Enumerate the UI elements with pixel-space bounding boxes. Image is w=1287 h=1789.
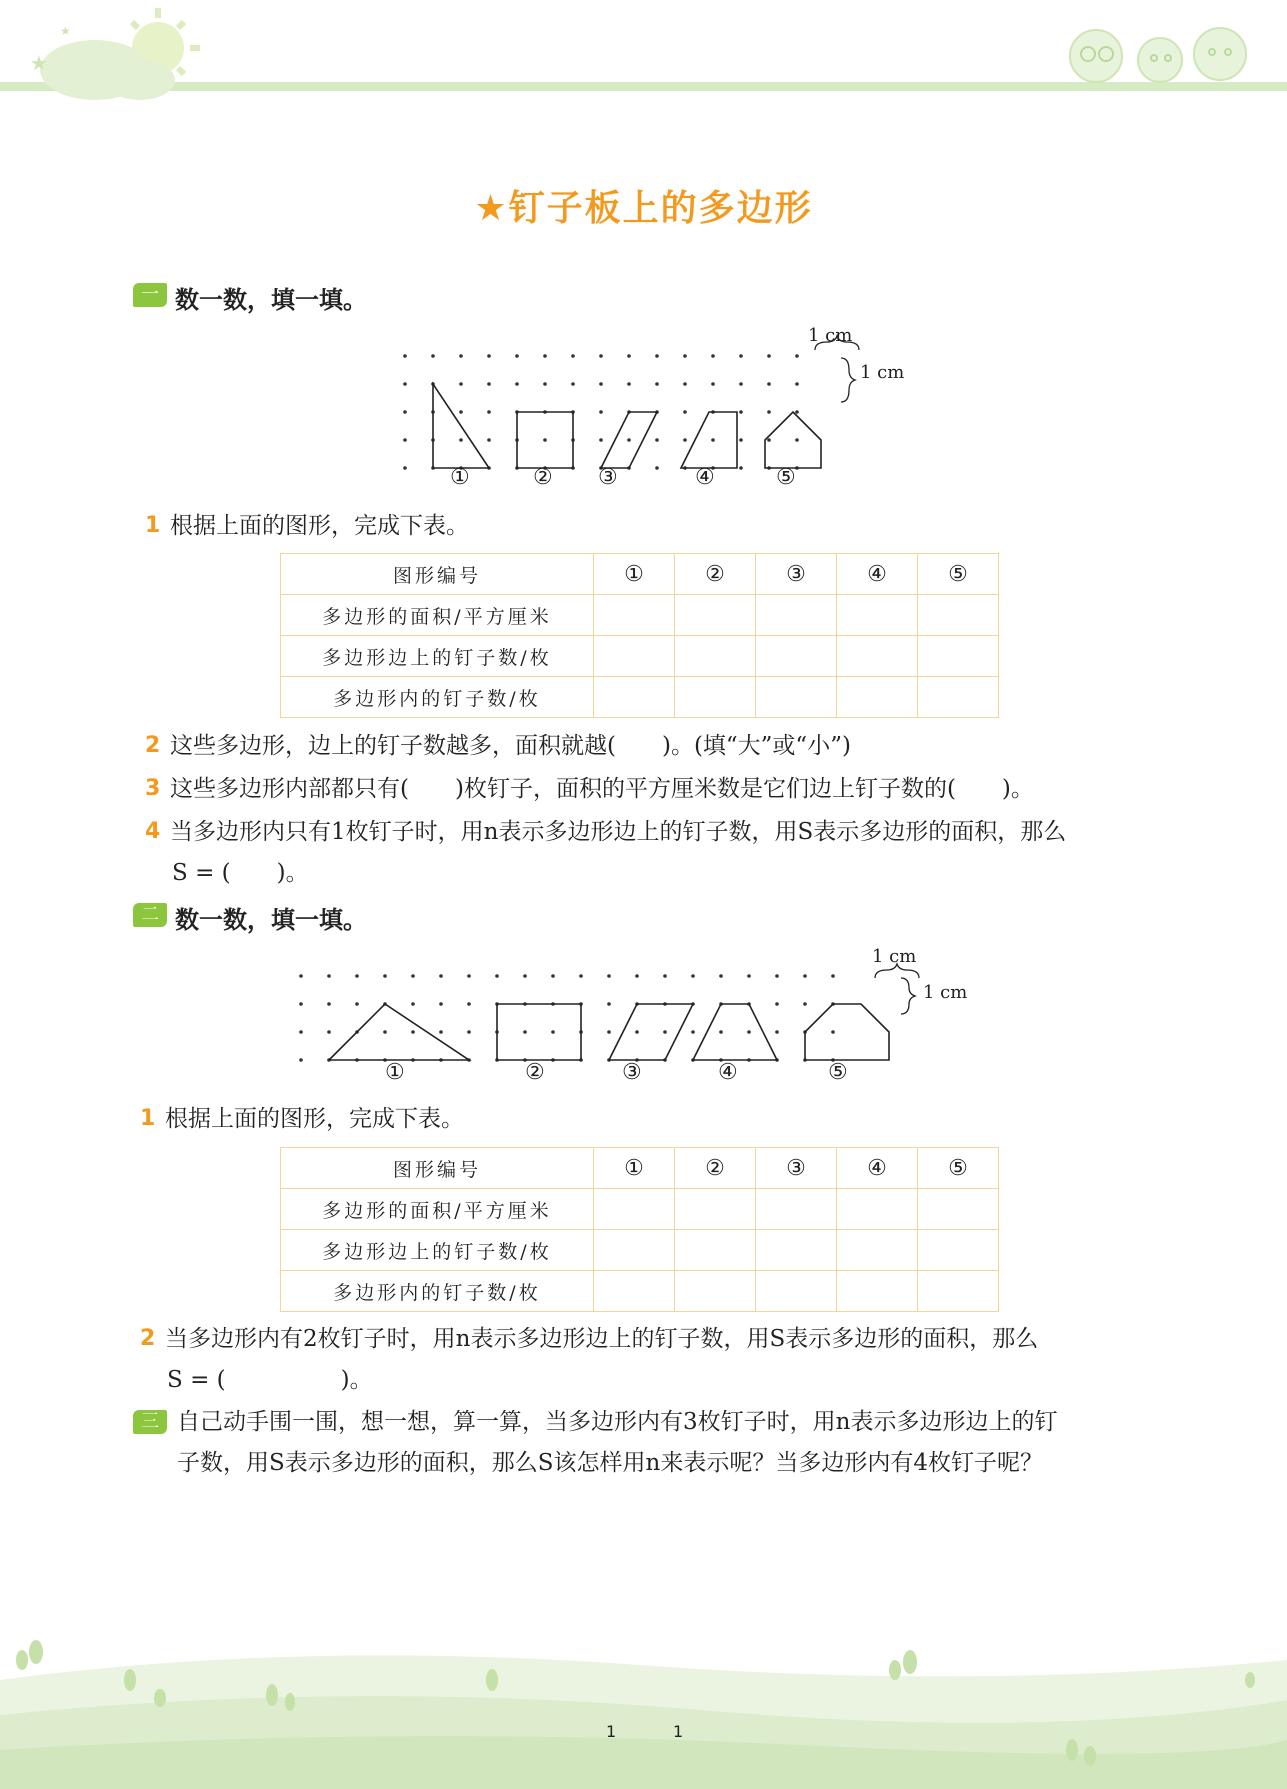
table-header-cell: ④	[837, 554, 918, 595]
table-header-cell: ①	[594, 1148, 675, 1189]
s2-label-3: ③	[622, 1060, 642, 1085]
answer-cell[interactable]	[837, 636, 918, 677]
peg-dot	[299, 1002, 303, 1006]
peg-dot	[795, 410, 799, 414]
s2-shape-3	[609, 1004, 693, 1060]
answer-cell[interactable]	[918, 1189, 999, 1230]
page-number-right: 1	[673, 1722, 684, 1741]
peg-dot	[599, 382, 603, 386]
s2-shape-2	[497, 1004, 581, 1060]
peg-dot	[607, 974, 611, 978]
peg-dot	[403, 438, 407, 442]
s2-shape-5	[805, 1004, 889, 1060]
answer-cell[interactable]	[918, 595, 999, 636]
s1-q1-number: 1	[145, 513, 161, 538]
peg-dot	[299, 1030, 303, 1034]
section2-heading: 数一数，填一填。	[175, 906, 367, 934]
peg-dot	[515, 382, 519, 386]
s2-label-5: ⑤	[828, 1060, 848, 1085]
answer-cell[interactable]	[756, 1189, 837, 1230]
peg-dot	[775, 1002, 779, 1006]
peg-dot	[571, 354, 575, 358]
answer-cell[interactable]	[675, 595, 756, 636]
peg-dot	[439, 974, 443, 978]
s2-q2-number: 2	[140, 1326, 156, 1351]
peg-dot	[439, 1030, 443, 1034]
s1-shape-4	[681, 412, 737, 468]
s2-shape-4	[693, 1004, 777, 1060]
answer-cell[interactable]	[675, 677, 756, 718]
answer-cell[interactable]	[918, 677, 999, 718]
answer-cell[interactable]	[756, 1271, 837, 1312]
table-row	[281, 636, 999, 677]
s1-q4-text-cont: S = ( )。	[172, 860, 309, 886]
answer-cell[interactable]	[837, 1189, 918, 1230]
answer-cell[interactable]	[837, 595, 918, 636]
peg-dot	[655, 438, 659, 442]
peg-dot	[775, 1030, 779, 1034]
peg-dot	[795, 382, 799, 386]
peg-dot	[607, 1030, 611, 1034]
answer-cell[interactable]	[756, 677, 837, 718]
s1-label-1: ①	[450, 465, 470, 490]
section1-pegboard-figure	[395, 320, 925, 500]
peg-dot	[439, 1002, 443, 1006]
s1-label-2: ②	[533, 465, 553, 490]
peg-dot	[403, 354, 407, 358]
table-header-cell: ⑤	[918, 1148, 999, 1189]
answer-cell[interactable]	[594, 1230, 675, 1271]
answer-cell[interactable]	[594, 677, 675, 718]
peg-dot	[739, 466, 743, 470]
s2-table	[280, 1147, 999, 1312]
peg-dot	[655, 466, 659, 470]
peg-dot	[459, 354, 463, 358]
peg-dot	[599, 438, 603, 442]
answer-cell[interactable]	[675, 636, 756, 677]
peg-dot	[683, 410, 687, 414]
svg-text:★: ★	[60, 24, 71, 38]
table-row	[281, 595, 999, 636]
s2-label-2: ②	[525, 1060, 545, 1085]
answer-cell[interactable]	[594, 1189, 675, 1230]
peg-dot	[431, 354, 435, 358]
section2-icon: 二	[133, 903, 167, 927]
s2-q2-text: 当多边形内有2枚钉子时，用n表示多边形边上的钉子数，用S表示多边形的面积，那么	[165, 1326, 1039, 1352]
hills-decoration	[0, 1620, 1287, 1789]
peg-dot	[655, 382, 659, 386]
section1-heading: 数一数，填一填。	[175, 286, 367, 314]
table-header-cell: ②	[675, 554, 756, 595]
peg-dot	[683, 438, 687, 442]
peg-dot	[327, 1002, 331, 1006]
peg-dot	[711, 354, 715, 358]
s1-label-4: ④	[695, 465, 715, 490]
table-header-cell: ③	[756, 1148, 837, 1189]
table-row	[281, 1189, 999, 1230]
peg-dot	[523, 974, 527, 978]
s1-shape-1	[433, 384, 489, 468]
peg-dot	[467, 974, 471, 978]
table-row	[281, 1148, 999, 1189]
peg-dot	[383, 974, 387, 978]
peg-dot	[579, 974, 583, 978]
peg-dot	[403, 466, 407, 470]
peg-dot	[691, 974, 695, 978]
table-header-cell: ⑤	[918, 554, 999, 595]
table-header-cell: ④	[837, 1148, 918, 1189]
peg-dot	[711, 382, 715, 386]
table-header-cell: 图形编号	[281, 1148, 594, 1189]
peg-dot	[571, 382, 575, 386]
peg-dot	[747, 1030, 751, 1034]
section1-icon: 一	[133, 283, 167, 307]
answer-cell[interactable]	[675, 1271, 756, 1312]
page-title: ★钉子板上的多边形	[474, 188, 813, 229]
answer-cell[interactable]	[918, 636, 999, 677]
peg-dot	[767, 438, 771, 442]
peg-dot	[831, 1030, 835, 1034]
s2-scale-h: 1 cm	[872, 946, 917, 967]
answer-cell[interactable]	[756, 1230, 837, 1271]
peg-dot	[411, 974, 415, 978]
peg-dot	[467, 1030, 471, 1034]
peg-dot	[635, 1030, 639, 1034]
table-row	[281, 554, 999, 595]
table-row-label: 多边形边上的钉子数/枚	[281, 1230, 594, 1271]
peg-dot	[355, 974, 359, 978]
s1-q4-text: 当多边形内只有1枚钉子时，用n表示多边形边上的钉子数，用S表示多边形的面积，那么	[170, 819, 1067, 845]
s2-q1-text: 根据上面的图形，完成下表。	[165, 1106, 464, 1132]
peg-dot	[299, 974, 303, 978]
table-row-label: 多边形的面积/平方厘米	[281, 595, 594, 636]
peg-dot	[719, 1030, 723, 1034]
answer-cell[interactable]	[594, 595, 675, 636]
peg-dot	[411, 1030, 415, 1034]
s1-brace-v	[841, 358, 855, 402]
s2-scale-v: 1 cm	[923, 982, 968, 1003]
s2-q1-number: 1	[140, 1106, 156, 1131]
answer-cell[interactable]	[837, 1271, 918, 1312]
page-number-left: 1	[606, 1722, 617, 1741]
peg-dot	[803, 974, 807, 978]
peg-dot	[767, 382, 771, 386]
peg-dot	[403, 410, 407, 414]
s1-q2-text: 这些多边形，边上的钉子数越多，面积就越( )。(填“大”或“小”)	[170, 733, 851, 759]
peg-dot	[383, 1030, 387, 1034]
peg-dot	[607, 1002, 611, 1006]
s1-q2-number: 2	[145, 733, 161, 758]
table-row	[281, 1271, 999, 1312]
peg-dot	[403, 382, 407, 386]
s2-shape-1	[329, 1004, 469, 1060]
s1-scale-v: 1 cm	[860, 362, 905, 383]
answer-cell[interactable]	[594, 1271, 675, 1312]
peg-dot	[739, 354, 743, 358]
peg-dot	[327, 1030, 331, 1034]
svg-text:★: ★	[30, 51, 48, 75]
peg-dot	[543, 354, 547, 358]
peg-dot	[515, 354, 519, 358]
peg-dot	[543, 438, 547, 442]
peg-dot	[767, 410, 771, 414]
table-row-label: 多边形边上的钉子数/枚	[281, 636, 594, 677]
answer-cell[interactable]	[756, 595, 837, 636]
peg-dot	[635, 974, 639, 978]
s2-label-4: ④	[718, 1060, 738, 1085]
table-header-cell: ①	[594, 554, 675, 595]
peg-dot	[459, 410, 463, 414]
peg-dot	[355, 1002, 359, 1006]
peg-dot	[683, 354, 687, 358]
peg-dot	[775, 974, 779, 978]
peg-dot	[739, 438, 743, 442]
s1-q3-number: 3	[145, 776, 161, 801]
answer-cell[interactable]	[918, 1230, 999, 1271]
peg-dot	[767, 354, 771, 358]
animal-heads-decoration	[1060, 18, 1260, 86]
peg-dot	[523, 1030, 527, 1034]
peg-dot	[495, 974, 499, 978]
s3-text: 自己动手围一围，想一想，算一算，当多边形内有3枚钉子时，用n表示多边形边上的钉	[177, 1409, 1058, 1435]
s1-label-5: ⑤	[776, 465, 796, 490]
peg-dot	[739, 382, 743, 386]
s1-shape-5	[765, 412, 821, 468]
section3-icon: 三	[133, 1410, 167, 1434]
s1-scale-h: 1 cm	[808, 325, 853, 346]
peg-dot	[831, 974, 835, 978]
peg-dot	[487, 410, 491, 414]
table-row-label: 多边形的面积/平方厘米	[281, 1189, 594, 1230]
answer-cell[interactable]	[594, 636, 675, 677]
peg-dot	[487, 382, 491, 386]
peg-dot	[487, 438, 491, 442]
s2-label-1: ①	[385, 1060, 405, 1085]
peg-dot	[459, 382, 463, 386]
table-row-label: 多边形内的钉子数/枚	[281, 677, 594, 718]
sun-cloud-decoration	[0, 0, 220, 110]
answer-cell[interactable]	[837, 1230, 918, 1271]
table-header-cell: ③	[756, 554, 837, 595]
answer-cell[interactable]	[756, 636, 837, 677]
peg-dot	[543, 382, 547, 386]
s1-q4-number: 4	[145, 819, 161, 844]
table-header-cell: ②	[675, 1148, 756, 1189]
table-header-cell: 图形编号	[281, 554, 594, 595]
peg-dot	[663, 974, 667, 978]
peg-dot	[599, 354, 603, 358]
s2-q2-text-cont: S = ( )。	[167, 1367, 373, 1393]
peg-dot	[551, 1030, 555, 1034]
peg-dot	[719, 974, 723, 978]
peg-dot	[299, 1058, 303, 1062]
s1-label-3: ③	[598, 465, 618, 490]
peg-dot	[459, 438, 463, 442]
s1-table	[280, 553, 999, 718]
table-row	[281, 677, 999, 718]
peg-dot	[683, 382, 687, 386]
peg-dot	[655, 354, 659, 358]
peg-dot	[551, 974, 555, 978]
peg-dot	[691, 1030, 695, 1034]
table-row-label: 多边形内的钉子数/枚	[281, 1271, 594, 1312]
peg-dot	[711, 438, 715, 442]
peg-dot	[327, 974, 331, 978]
peg-dot	[795, 354, 799, 358]
peg-dot	[627, 438, 631, 442]
peg-dot	[803, 1002, 807, 1006]
s3-text-cont: 子数，用S表示多边形的面积，那么S该怎样用n来表示呢？当多边形内有4枚钉子呢？	[177, 1450, 1043, 1476]
answer-cell[interactable]	[837, 677, 918, 718]
peg-dot	[599, 410, 603, 414]
peg-dot	[627, 354, 631, 358]
peg-dot	[411, 1002, 415, 1006]
peg-dot	[467, 1002, 471, 1006]
table-row	[281, 1230, 999, 1271]
peg-dot	[487, 354, 491, 358]
peg-dot	[739, 410, 743, 414]
s2-brace-v	[901, 978, 915, 1014]
s1-q1-text: 根据上面的图形，完成下表。	[170, 513, 469, 539]
s1-q3-text: 这些多边形内部都只有( )枚钉子，面积的平方厘米数是它们边上钉子数的( )。	[170, 776, 1034, 802]
peg-dot	[795, 438, 799, 442]
peg-dot	[627, 382, 631, 386]
peg-dot	[747, 974, 751, 978]
answer-cell[interactable]	[675, 1230, 756, 1271]
answer-cell[interactable]	[675, 1189, 756, 1230]
peg-dot	[663, 1030, 667, 1034]
answer-cell[interactable]	[918, 1271, 999, 1312]
